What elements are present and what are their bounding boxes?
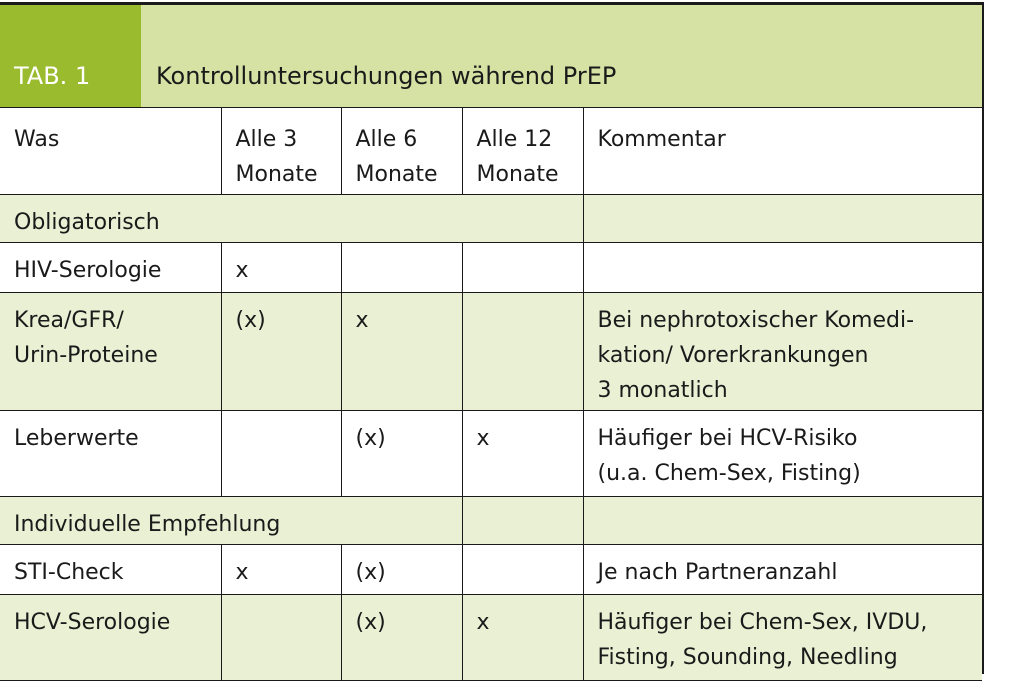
- table-cell: [462, 293, 583, 411]
- table-title: Kontrolluntersuchungen während PrEP: [156, 62, 617, 90]
- table-cell: [221, 595, 341, 681]
- table-figure: [0, 2, 984, 674]
- table-row: [0, 545, 982, 595]
- section-label: Obligatorisch: [0, 195, 583, 243]
- table-cell: HCV-Serologie: [0, 595, 221, 681]
- table-cell: HIV-Serologie: [0, 243, 221, 293]
- table-tag: [0, 5, 141, 107]
- table-row: [0, 293, 982, 411]
- table-cell: [583, 497, 982, 545]
- table-header-band: [0, 5, 982, 107]
- column-header: Was: [0, 108, 221, 195]
- table-cell: x: [462, 411, 583, 497]
- table-row: [0, 243, 982, 293]
- table-cell: x: [341, 293, 462, 411]
- table-cell: Bei nephrotoxischer Komedi- kation/ Vorerkrankungen 3 monatlich: [583, 293, 982, 411]
- column-header: Alle 12 Monate: [462, 108, 583, 195]
- table-cell: Häufiger bei HCV-Risiko (u.a. Chem-Sex, Fisting): [583, 411, 982, 497]
- section-row: [0, 195, 982, 243]
- table-cell: [221, 411, 341, 497]
- data-table: [0, 107, 982, 681]
- table-cell: x: [221, 545, 341, 595]
- table-cell: (x): [341, 411, 462, 497]
- table-row: [0, 595, 982, 681]
- table-cell: (x): [221, 293, 341, 411]
- table-cell: [462, 243, 583, 293]
- table-cell: Krea/GFR/ Urin-Proteine: [0, 293, 221, 411]
- header-row: [0, 108, 982, 195]
- table-cell: [583, 195, 982, 243]
- table-row: [0, 411, 982, 497]
- column-header: Alle 3 Monate: [221, 108, 341, 195]
- column-header: Alle 6 Monate: [341, 108, 462, 195]
- table-cell: x: [221, 243, 341, 293]
- table-number: TAB. 1: [14, 62, 91, 90]
- table-cell: (x): [341, 545, 462, 595]
- table-cell: (x): [341, 595, 462, 681]
- table-cell: STI-Check: [0, 545, 221, 595]
- section-row: [0, 497, 982, 545]
- section-label: Individuelle Empfehlung: [0, 497, 462, 545]
- table-cell: Häufiger bei Chem-Sex, IVDU, Fisting, Sounding, Needling: [583, 595, 982, 681]
- table-cell: Je nach Partneranzahl: [583, 545, 982, 595]
- table-cell: [583, 243, 982, 293]
- table-cell: x: [462, 595, 583, 681]
- column-header: Kommentar: [583, 108, 982, 195]
- table-cell: [341, 243, 462, 293]
- table-cell: [462, 497, 583, 545]
- table-cell: [462, 545, 583, 595]
- table-cell: Leberwerte: [0, 411, 221, 497]
